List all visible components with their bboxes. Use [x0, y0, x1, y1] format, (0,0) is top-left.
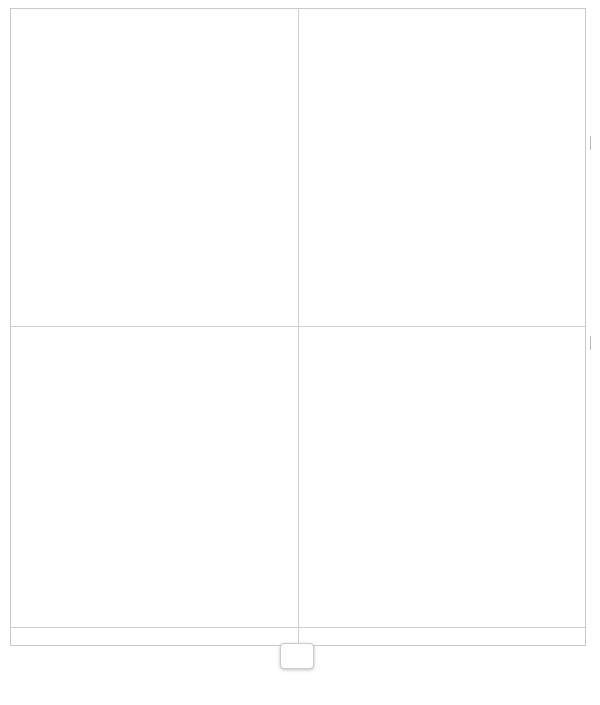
- chart-4-lane: [302, 360, 584, 560]
- divider: [11, 627, 585, 628]
- side-marker: [590, 136, 600, 150]
- chart-50mph: [302, 8, 584, 308]
- chart-40mph: [20, 8, 300, 308]
- add-button[interactable]: [280, 643, 314, 669]
- side-marker: [590, 336, 600, 350]
- chart-60mph: [20, 326, 300, 622]
